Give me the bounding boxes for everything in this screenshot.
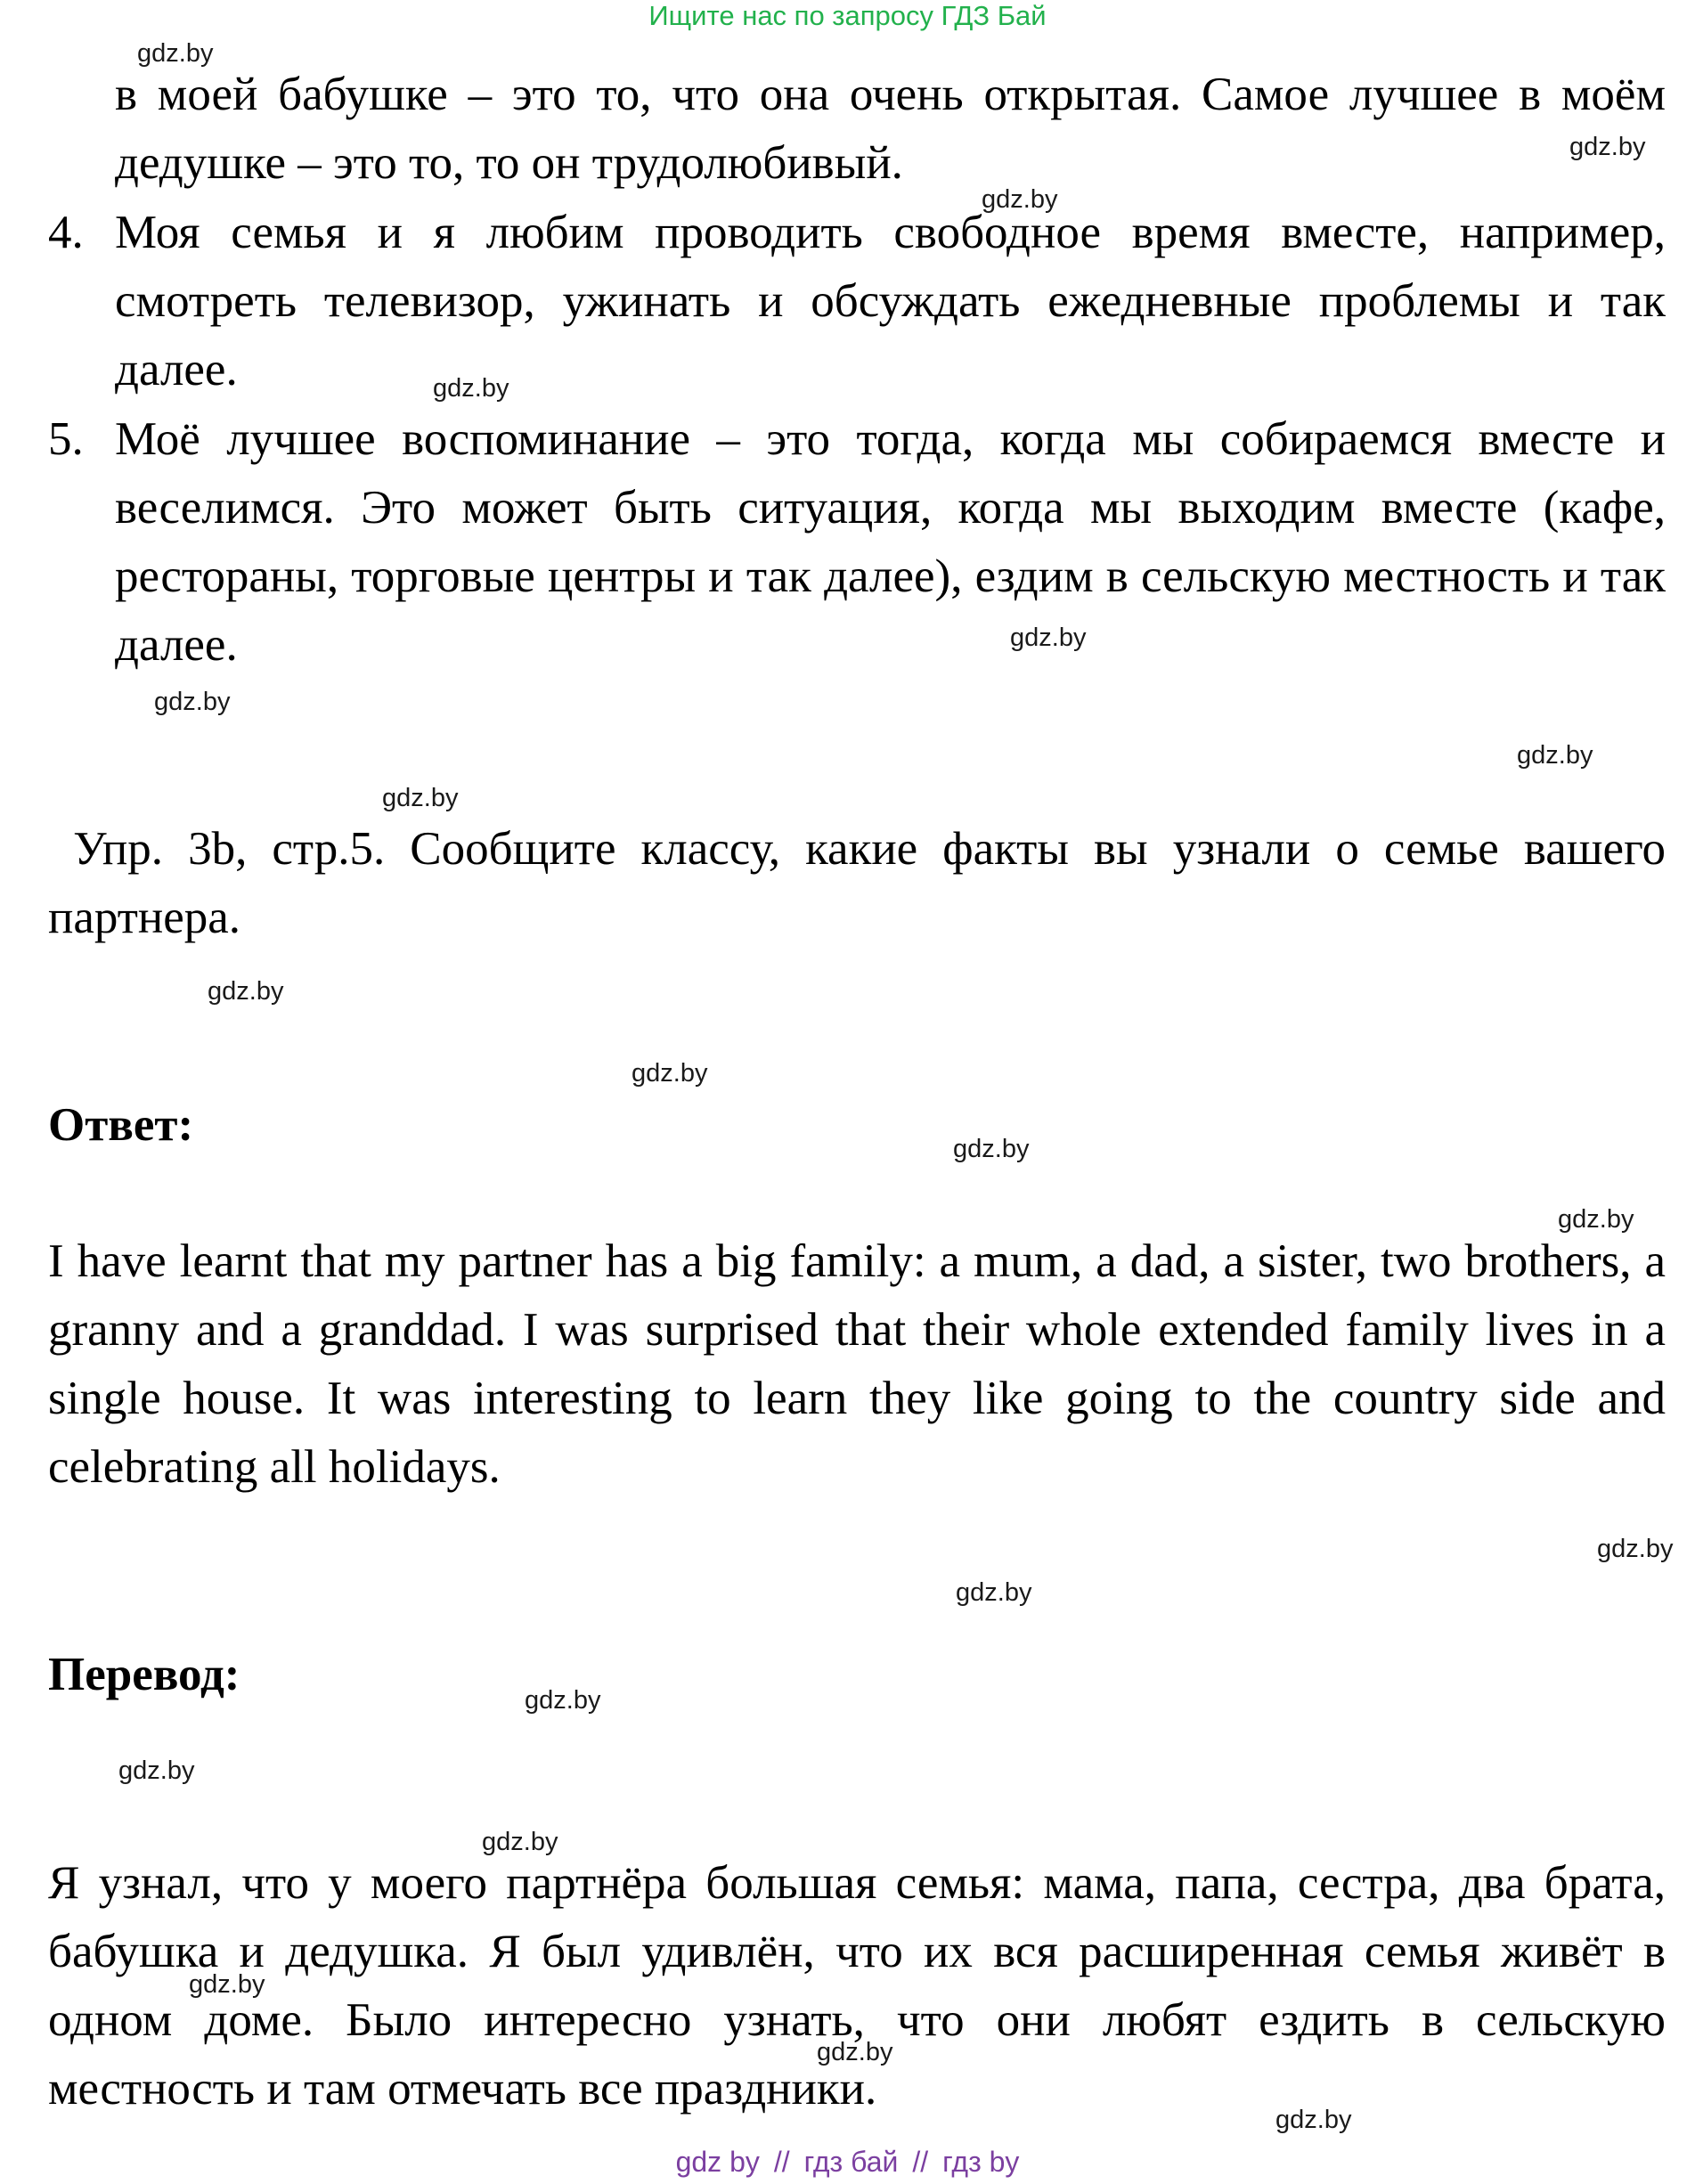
list-item bbox=[48, 405, 1666, 680]
watermark: gdz.by bbox=[1010, 623, 1087, 652]
list-item-text: Моё лучшее воспоминание – это тогда, когда мы собираемся вместе и веселимся. Это может быть ситуация, когда мы выходим вместе (кафе, рестораны, торговые центры и так далее), ездим в сельскую местность и так далее. bbox=[115, 413, 1666, 671]
translation-heading: Перевод: bbox=[48, 1649, 240, 1700]
continued-paragraph: в моей бабушке – это то, что она очень открытая. Самое лучшее в моём дедушке – это то, то он трудолюбивый. bbox=[115, 69, 1666, 189]
list-item-number: 5. bbox=[48, 413, 84, 465]
watermark: gdz.by bbox=[953, 1135, 1030, 1163]
footer-link-gdz-bai[interactable]: гдз бай bbox=[803, 2146, 899, 2178]
translation-text: Я узнал, что у моего партнёра большая семья: мама, папа, сестра, два брата, бабушка и дедушка. Я был удивлён, что их вся расширенная семья живёт в одном доме. Было интересно узнать, что они любят ездить в сельскую местность и там отмечать все праздники. bbox=[48, 1857, 1666, 2115]
watermark: gdz.by bbox=[632, 1059, 708, 1088]
list-item-text: Моя семья и я любим проводить свободное время вместе, например, смотреть телевизор, ужинать и обсуждать ежедневные проблемы и так далее. bbox=[115, 207, 1666, 395]
watermark: gdz.by bbox=[382, 784, 459, 812]
watermark: gdz.by bbox=[137, 39, 214, 68]
watermark: gdz.by bbox=[118, 1756, 195, 1785]
footer-links bbox=[0, 2144, 1695, 2180]
exercise-statement: Упр. 3b, стр.5. Сообщите классу, какие факты вы узнали о семье вашего партнера. bbox=[48, 823, 1678, 943]
watermark: gdz.by bbox=[433, 374, 509, 403]
footer-link-gdz-by[interactable]: gdz by bbox=[675, 2146, 760, 2178]
watermark: gdz.by bbox=[956, 1578, 1032, 1607]
search-banner: Ищите нас по запросу ГДЗ Бай bbox=[648, 0, 1047, 31]
list-item bbox=[48, 199, 1666, 404]
watermark: gdz.by bbox=[189, 1970, 265, 1999]
footer-link-gdz-by-cyr[interactable]: гдз by bbox=[942, 2146, 1020, 2178]
watermark: gdz.by bbox=[525, 1686, 601, 1715]
watermark: gdz.by bbox=[208, 977, 284, 1006]
footer-separator: // bbox=[912, 2146, 929, 2178]
answer-text: I have learnt that my partner has a big family: a mum, a dad, a sister, two brothers, a granny and a granddad. I was surprised that their whole extended family lives in a single house. It was interesting to learn they like going to the country side and celebrating all holidays. bbox=[48, 1235, 1666, 1493]
watermark: gdz.by bbox=[1597, 1535, 1674, 1563]
answer-heading: Ответ: bbox=[48, 1099, 194, 1151]
watermark: gdz.by bbox=[154, 688, 231, 716]
list-item-number: 4. bbox=[48, 207, 84, 258]
watermark: gdz.by bbox=[1558, 1205, 1634, 1234]
watermark: gdz.by bbox=[482, 1828, 558, 1856]
watermark: gdz.by bbox=[1569, 133, 1646, 161]
watermark: gdz.by bbox=[1275, 2106, 1352, 2134]
watermark: gdz.by bbox=[1517, 741, 1593, 770]
watermark: gdz.by bbox=[982, 185, 1058, 214]
footer-separator: // bbox=[773, 2146, 790, 2178]
watermark: gdz.by bbox=[817, 2038, 893, 2066]
